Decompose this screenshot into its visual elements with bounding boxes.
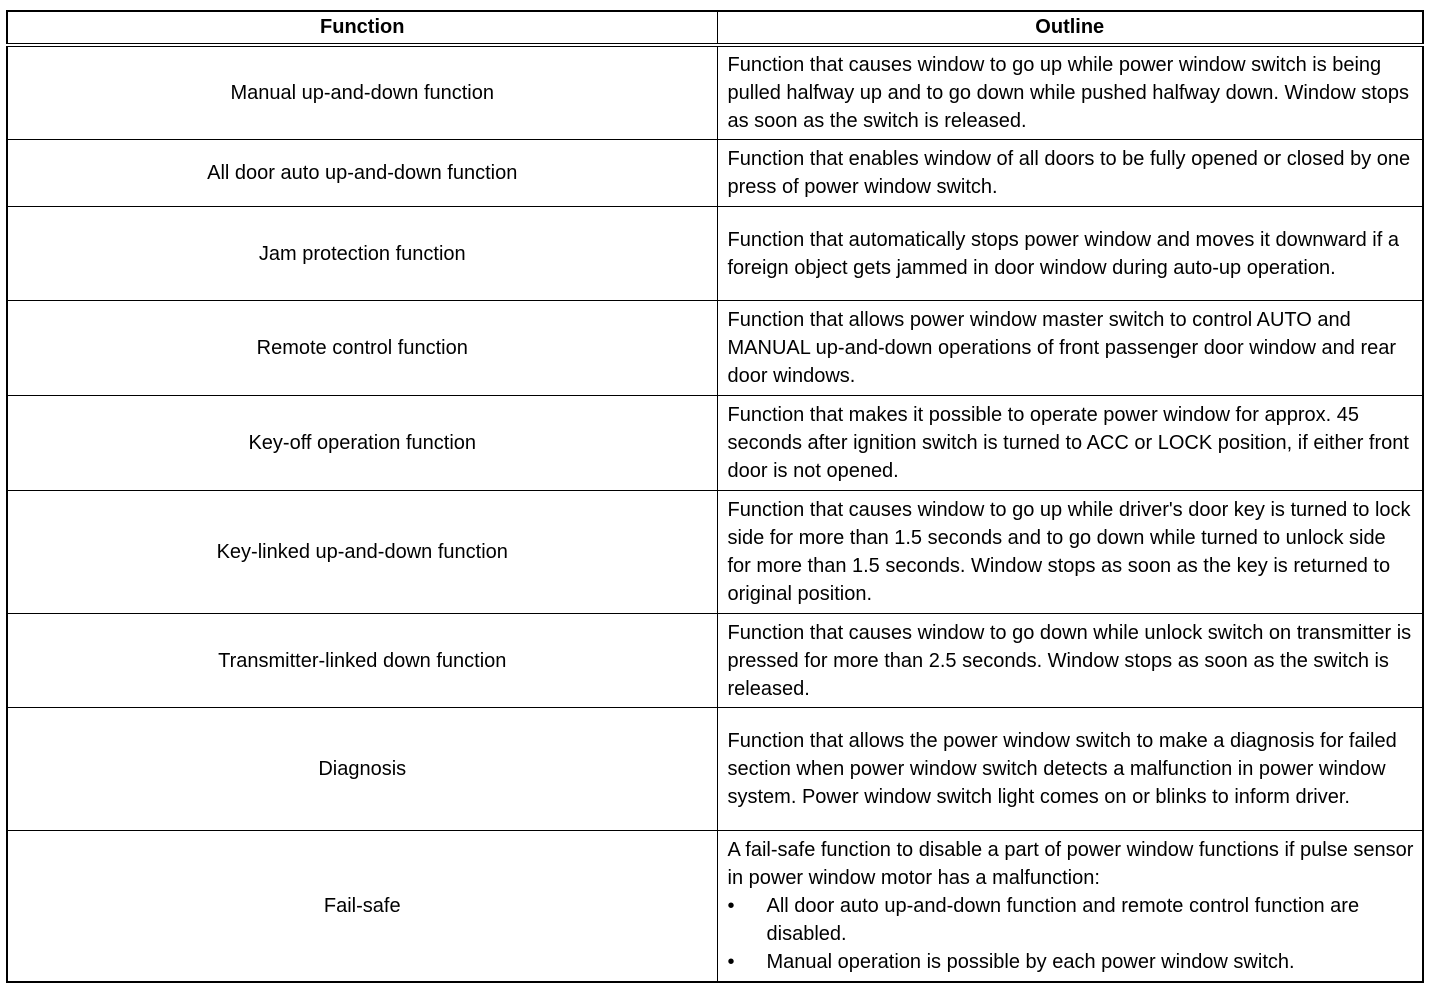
header-function: Function [7, 11, 717, 45]
table-row [7, 301, 1423, 396]
bullet-icon: • [727, 895, 735, 918]
table-row [7, 490, 1423, 613]
header-outline: Outline [717, 11, 1423, 45]
outline-cell: Function that causes window to go down while unlock switch on transmitter is pressed for more than 2.5 seconds. Window stops as soon as the switch is released. [717, 613, 1423, 708]
table-row [7, 613, 1423, 708]
outline-cell: Function that causes window to go up while driver's door key is turned to lock side for more than 1.5 seconds and to go down while turned to unlock side for more than 1.5 seconds. Window stops as soon as the key is returned to original position. [717, 490, 1423, 613]
function-cell: Manual up-and-down function [7, 45, 717, 140]
header-row [7, 11, 1423, 45]
outline-cell: Function that makes it possible to operate power window for approx. 45 seconds after ignition switch is turned to ACC or LOCK position, if either front door is not opened. [717, 396, 1423, 491]
table-row [7, 206, 1423, 301]
table-row-failsafe [7, 831, 1423, 982]
list-item [728, 948, 1415, 976]
failsafe-intro: A fail-safe function to disable a part of power window functions if pulse sensor in power window motor has a malfunction: [727, 839, 1414, 890]
function-cell: Fail-safe [7, 831, 717, 982]
function-cell: Transmitter-linked down function [7, 613, 717, 708]
function-cell: All door auto up-and-down function [7, 140, 717, 206]
outline-cell: Function that causes window to go up while power window switch is being pulled halfway up and to go down while pushed halfway down. Window stops as soon as the switch is released. [717, 45, 1423, 140]
failsafe-bullet-list [728, 892, 1415, 976]
function-outline-table [6, 10, 1424, 983]
table-row [7, 708, 1423, 831]
outline-cell: Function that enables window of all doors to be fully opened or closed by one press of power window switch. [717, 140, 1423, 206]
function-cell: Remote control function [7, 301, 717, 396]
table-row [7, 140, 1423, 206]
bullet-text: All door auto up-and-down function and remote control function are disabled. [766, 895, 1360, 946]
outline-cell [717, 831, 1423, 982]
function-cell: Key-off operation function [7, 396, 717, 491]
function-cell: Key-linked up-and-down function [7, 490, 717, 613]
bullet-icon: • [727, 951, 735, 974]
function-cell: Jam protection function [7, 206, 717, 301]
outline-cell: Function that allows power window master switch to control AUTO and MANUAL up-and-down operations of front passenger door window and rear door windows. [717, 301, 1423, 396]
bullet-text: Manual operation is possible by each power window switch. [766, 951, 1295, 974]
function-cell: Diagnosis [7, 708, 717, 831]
outline-cell: Function that allows the power window switch to make a diagnosis for failed section when power window switch detects a malfunction in power window system. Power window switch light comes on or blinks to inform driver. [717, 708, 1423, 831]
table-row [7, 396, 1423, 491]
table-row [7, 45, 1423, 140]
outline-cell: Function that automatically stops power window and moves it downward if a foreign object gets jammed in door window during auto-up operation. [717, 206, 1423, 301]
list-item [728, 892, 1415, 948]
